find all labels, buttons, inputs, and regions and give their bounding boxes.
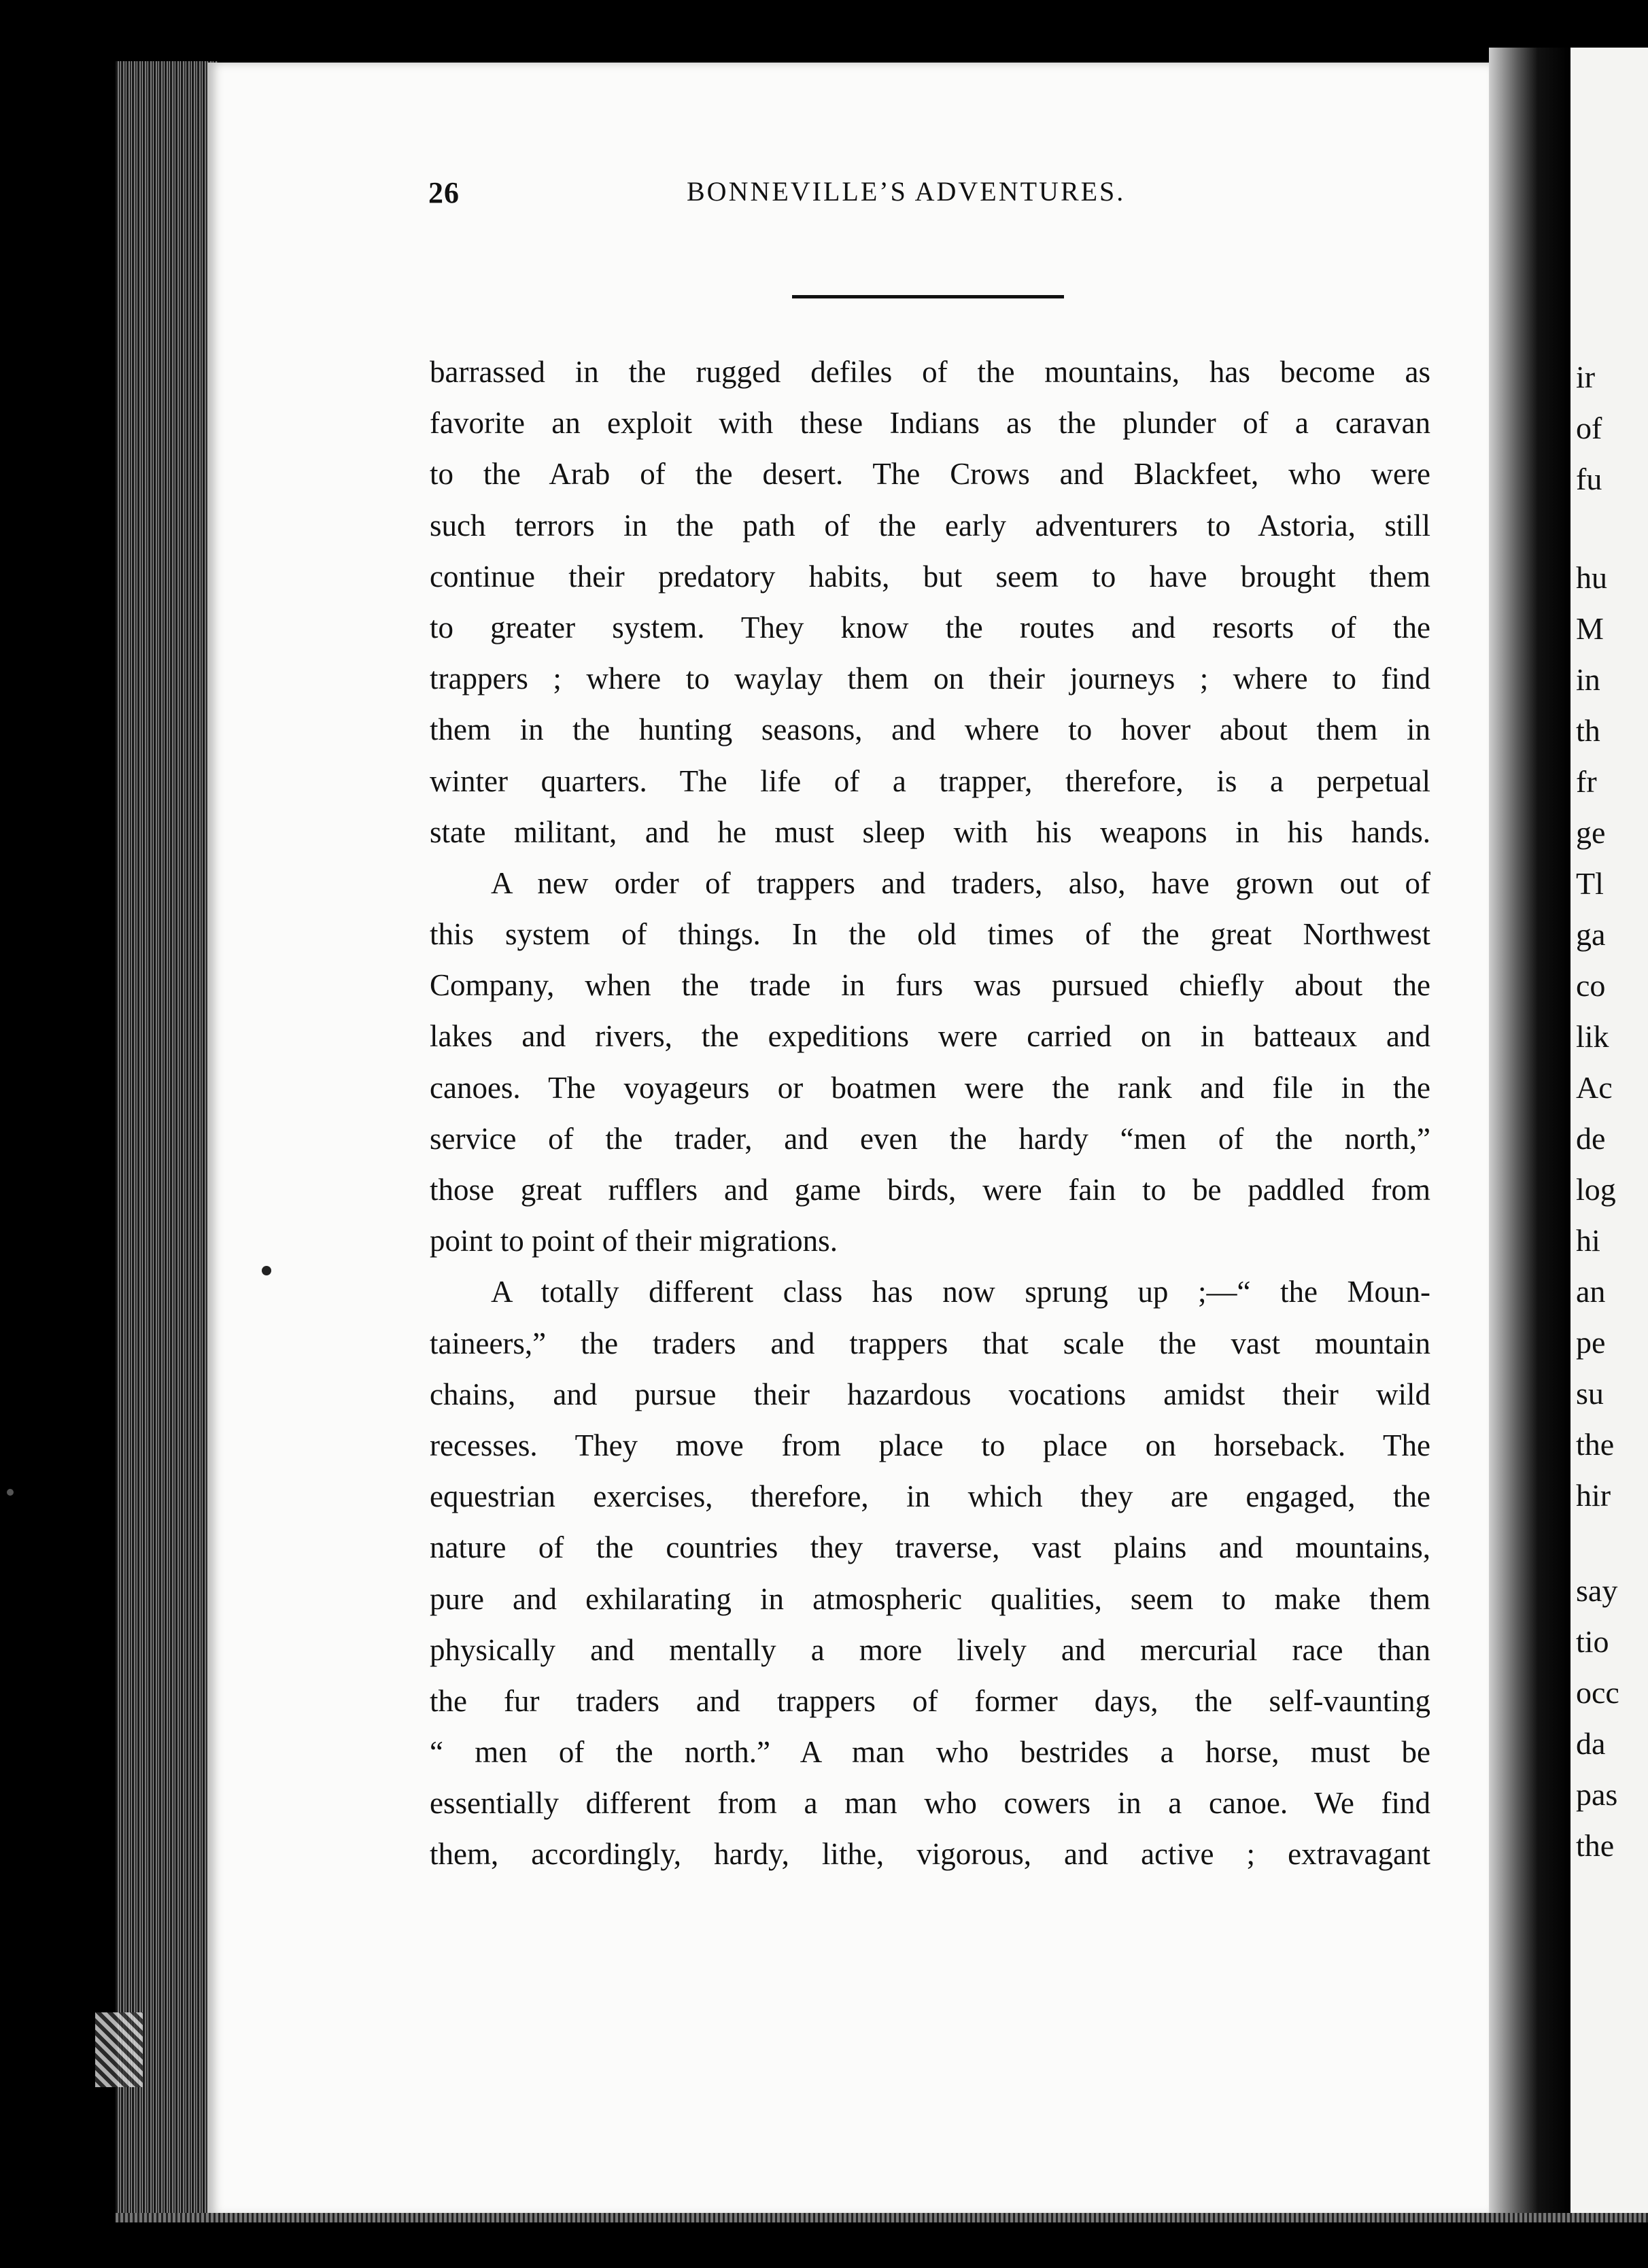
text-line: point to point of their migrations. [430,1224,838,1258]
text-line: lakes and rivers, the expeditions were carried on in batteaux and [430,1019,1430,1054]
text-line: Company, when the trade in furs was pursued chiefly about the [430,968,1430,1003]
text-line: state militant, and he must sleep with his weapons in his hands. [430,814,1430,849]
text-line: them in the hunting seasons, and where to hover about them in [430,712,1430,747]
text-line: essentially different from a man who cowers in a canoe. We find [430,1786,1430,1821]
text-line: trappers ; where to waylay them on their journeys ; where to find [430,662,1430,696]
text-line: A totally different class has now sprung up ;—“ the Moun- [491,1275,1430,1309]
facing-fragment: Ac [1576,1070,1613,1105]
ink-speck [7,1489,14,1496]
facing-fragment: hir [1576,1478,1611,1513]
facing-fragment: da [1576,1726,1606,1761]
text-line: continue their predatory habits, but seem to have brought them [430,559,1430,594]
text-line: A new order of trappers and traders, also, have grown out of [491,865,1430,900]
header-rule [792,295,1064,298]
facing-fragment: an [1576,1274,1606,1309]
text-line: canoes. The voyageurs or boatmen were the rank and file in the [430,1070,1430,1105]
text-line: to the Arab of the desert. The Crows and Blackfeet, who were [430,457,1430,492]
ink-speck [262,1266,271,1275]
facing-fragment: hi [1576,1223,1600,1258]
text-line: the fur traders and trappers of former days, the self-vaunting [430,1683,1430,1718]
facing-fragment: fu [1576,462,1602,496]
text-line: to greater system. They know the routes and resorts of the [430,610,1430,645]
text-line: those great rufflers and game birds, were fain to be paddled from [430,1173,1430,1207]
facing-fragment: pas [1576,1777,1618,1812]
text-line: them, accordingly, hardy, lithe, vigorous, and active ; extravagant [430,1837,1430,1872]
facing-fragment: de [1576,1121,1606,1156]
facing-fragment: the [1576,1427,1615,1462]
facing-fragment: ir [1576,360,1596,394]
body-text [430,347,1430,1880]
text-line: this system of things. In the old times of the great Northwest [430,917,1430,952]
facing-fragment: th [1576,713,1600,748]
facing-fragment: M [1576,611,1604,646]
page-bottom-edge [116,2213,1648,2222]
facing-fragment: fr [1576,764,1597,799]
facing-fragment: hu [1576,560,1607,595]
text-line: equestrian exercises, therefore, in which they are engaged, the [430,1479,1430,1514]
page-number: 26 [428,176,460,209]
facing-fragment: tio [1576,1624,1609,1659]
text-line: such terrors in the path of the early adventurers to Astoria, still [430,508,1430,543]
page-corner-damage [95,2012,143,2087]
facing-fragment: ga [1576,917,1606,952]
text-line: pure and exhilarating in atmospheric qualities, seem to make them [430,1581,1430,1616]
book-fore-edge [116,61,218,2216]
facing-fragment: pe [1576,1325,1606,1360]
facing-fragment: co [1576,968,1606,1003]
text-line: chains, and pursue their hazardous vocations amidst their wild [430,1377,1430,1411]
facing-fragment: ge [1576,815,1606,850]
text-line: recesses. They move from place to place on horseback. The [430,1428,1430,1462]
facing-fragment: the [1576,1828,1615,1863]
text-line: service of the trader, and even the hardy “men of the north,” [430,1121,1430,1156]
text-line: barrassed in the rugged defiles of the mountains, has become as [430,355,1430,389]
running-title: BONNEVILLE’S ADVENTURES. [687,176,1126,207]
text-line: taineers,” the traders and trappers that scale the vast mountain [430,1326,1430,1360]
facing-fragment: log [1576,1172,1616,1207]
text-line: “ men of the north.” A man who bestrides a horse, must be [430,1735,1430,1770]
running-head [0,175,1648,216]
text-line: winter quarters. The life of a trapper, therefore, is a perpetual [430,763,1430,798]
facing-fragment: Tl [1576,866,1604,901]
text-line: physically and mentally a more lively and mercurial race than [430,1632,1430,1667]
facing-fragment: occ [1576,1675,1619,1710]
facing-fragment: in [1576,662,1600,697]
text-line: favorite an exploit with these Indians as the plunder of a caravan [430,406,1430,441]
facing-fragment: su [1576,1376,1604,1411]
text-line: nature of the countries they traverse, vast plains and mountains, [430,1530,1430,1565]
facing-fragment: say [1576,1573,1618,1608]
book-gutter [1489,48,1570,2216]
facing-fragment: lik [1576,1019,1609,1054]
facing-fragment: of [1576,411,1602,445]
